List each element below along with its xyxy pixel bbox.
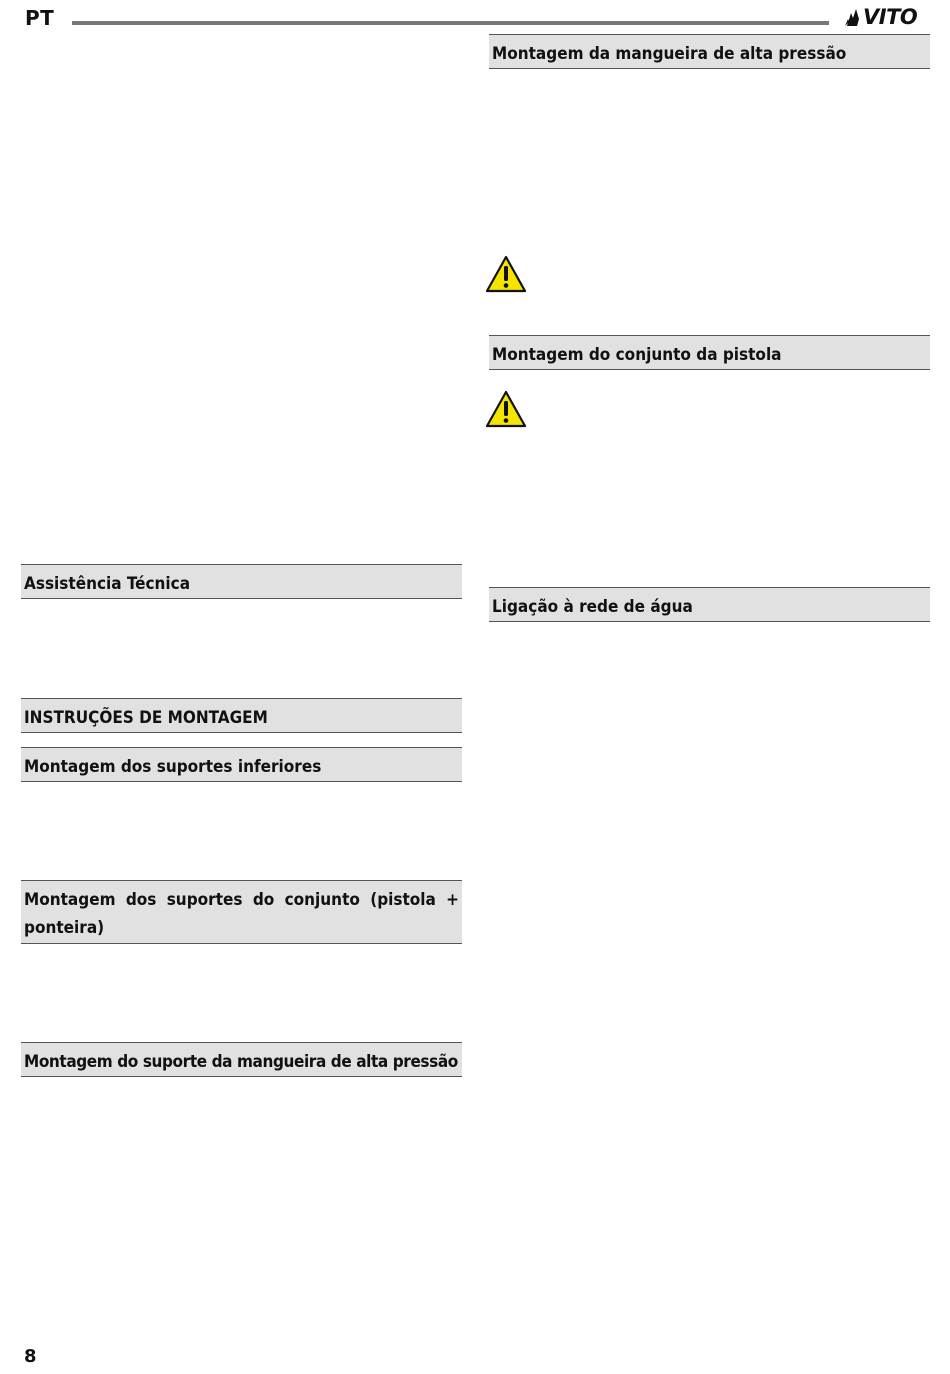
header-rule	[72, 21, 829, 25]
section-heading-gun-assembly: Montagem do conjunto da pistola	[489, 335, 930, 370]
page-number: 8	[24, 1346, 37, 1367]
brand-logo	[844, 6, 928, 28]
section-heading-assembly-instructions: INSTRUÇÕES DE MONTAGEM	[21, 698, 462, 733]
logo-text: VITO	[863, 5, 918, 29]
section-heading-water-connection: Ligação à rede de água	[489, 587, 930, 622]
warning-triangle-icon	[485, 390, 527, 428]
section-heading-hose-support: Montagem do suporte da mangueira de alta pressão	[21, 1042, 462, 1077]
section-heading-technical-assistance: Assistência Técnica	[21, 564, 462, 599]
section-heading-hose-assembly: Montagem da mangueira de alta pressão	[489, 34, 930, 69]
section-heading-lower-supports: Montagem dos suportes inferiores	[21, 747, 462, 782]
warning-triangle-icon	[485, 255, 527, 293]
flame-icon	[844, 7, 862, 27]
language-code: PT	[25, 6, 55, 30]
section-heading-set-supports: Montagem dos suportes do conjunto (pistola + ponteira)	[21, 880, 462, 944]
